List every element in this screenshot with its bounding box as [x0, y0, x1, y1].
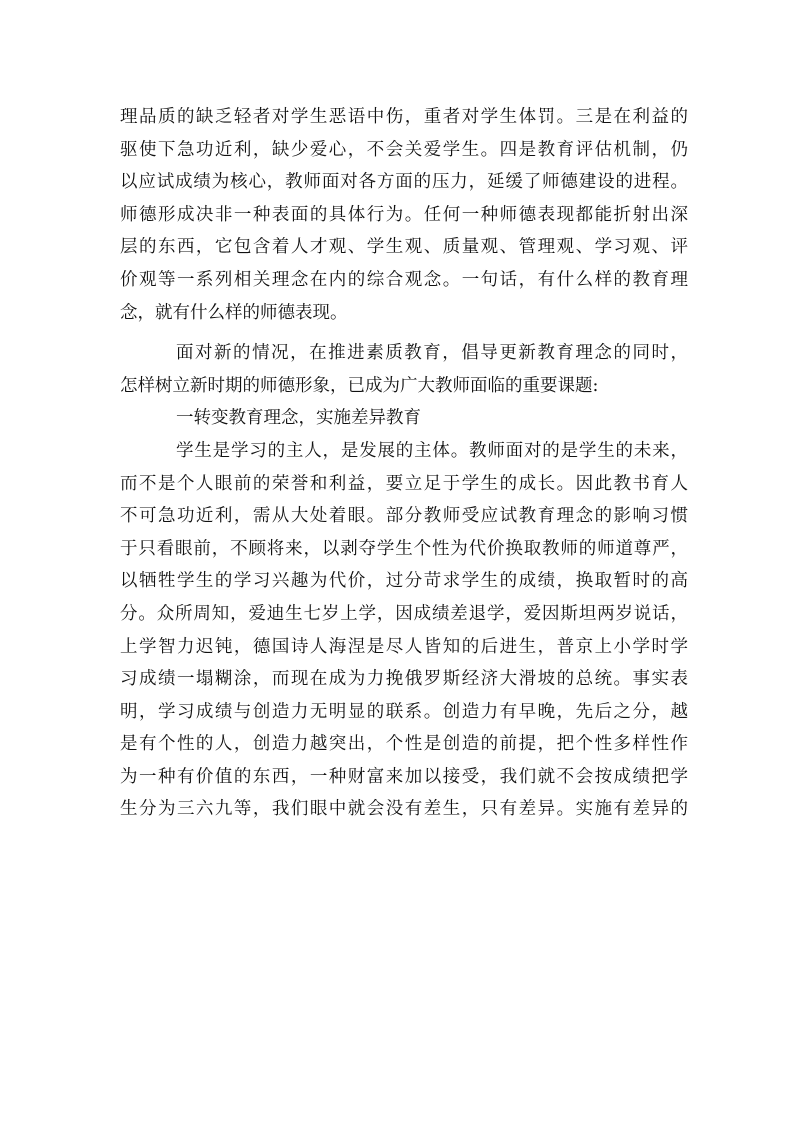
text-line: 面对新的情况，在推进素质教育，倡导更新教育理念的同时， — [176, 343, 688, 364]
document-body — [120, 101, 688, 826]
text-line: 价观等一系列相关理念在内的综合观念。一句话，有什么样的教育理 — [120, 269, 688, 290]
text-line: 生分为三六九等，我们眼中就会没有差生，只有差异。实施有差异的 — [120, 799, 688, 820]
text-line: 理品质的缺乏轻者对学生恶语中伤，重者对学生体罚。三是在利益的 — [120, 107, 688, 127]
text-line: 以牺牲学生的学习兴趣为代价，过分苛求学生的成绩，换取暂时的高 — [120, 571, 688, 592]
text-line: 一转变教育理念，实施差异教育 — [176, 408, 421, 429]
text-line: 习成绩一塌糊涂，而现在成为力挽俄罗斯经济大滑坡的总统。事实表 — [120, 669, 688, 690]
text-line: 是有个性的人，创造力越突出，个性是创造的前提，把个性多样性作 — [120, 734, 688, 755]
text-line: 于只看眼前，不顾将来，以剥夺学生个性为代价换取教师的师道尊严， — [120, 538, 688, 559]
paragraph-gap — [120, 329, 688, 337]
text-line: 念，就有什么样的师德表现。 — [120, 302, 348, 323]
text-line: 不可急功近利，需从大处着眼。部分教师受应试教育理念的影响习惯 — [120, 506, 688, 527]
text-line: 以应试成绩为核心，教师面对各方面的压力，延缓了师德建设的进程。 — [120, 172, 688, 193]
text-line: 怎样树立新时期的师德形象，已成为广大教师面临的重要课题: — [120, 375, 599, 396]
text-line: 层的东西，它包含着人才观、学生观、质量观、管理观、学习观、评 — [120, 237, 688, 258]
text-line: 师德形成决非一种表面的具体行为。任何一种师德表现都能折射出深 — [120, 204, 688, 225]
text-line: 为一种有价值的东西，一种财富来加以接受，我们就不会按成绩把学 — [120, 766, 688, 787]
text-line: 上学智力迟钝，德国诗人海涅是尽人皆知的后进生，普京上小学时学 — [120, 636, 688, 657]
text-line: 而不是个人眼前的荣誉和利益，要立足于学生的成长。因此教书育人 — [120, 473, 688, 494]
text-line: 学生是学习的主人，是发展的主体。教师面对的是学生的未来， — [176, 440, 688, 461]
text-line: 驱使下急功近利，缺少爱心，不会关爱学生。四是教育评估机制，仍 — [120, 139, 688, 160]
text-line: 分。众所周知，爱迪生七岁上学，因成绩差退学，爱因斯坦两岁说话， — [120, 603, 688, 624]
text-line: 明，学习成绩与创造力无明显的联系。创造力有早晚，先后之分，越 — [120, 701, 688, 722]
